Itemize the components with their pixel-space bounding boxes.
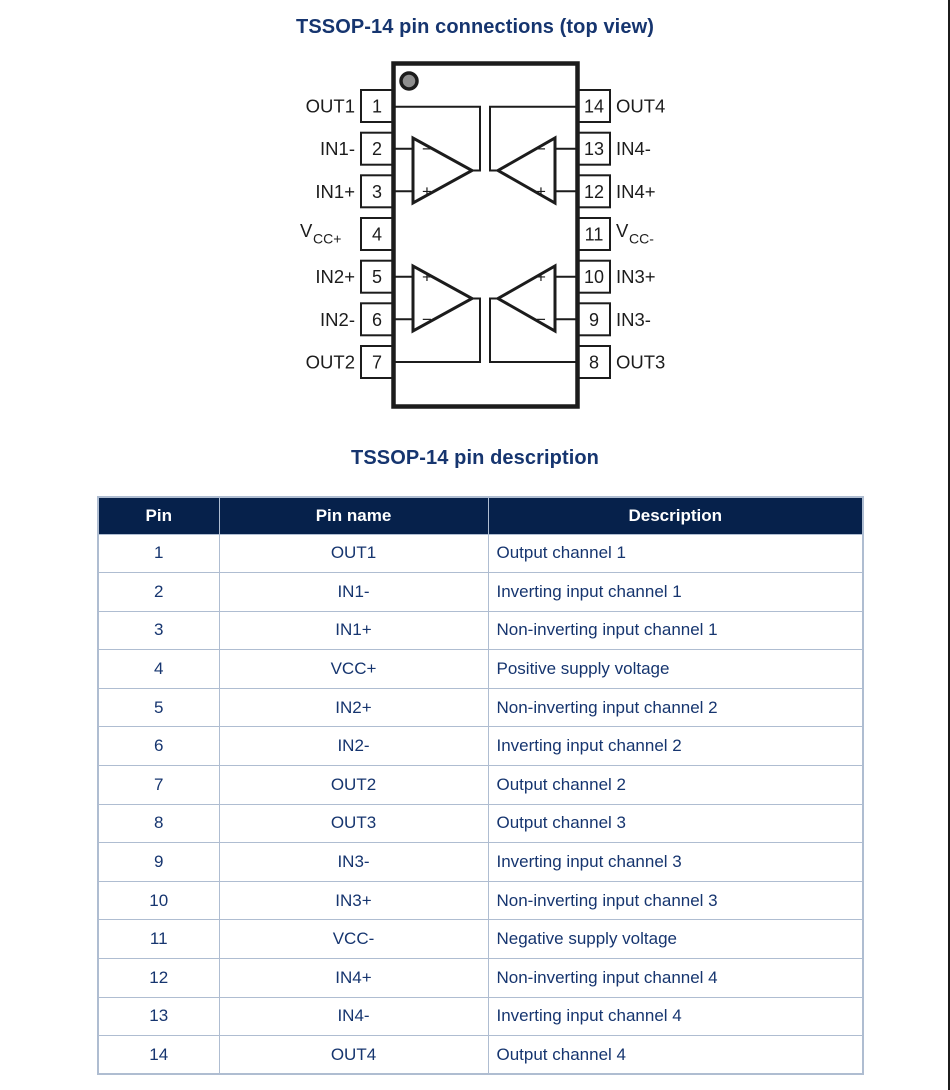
table-row [98, 573, 863, 612]
pin-11-number: 11 [584, 224, 604, 245]
description-cell: Non-inverting input channel 3 [488, 881, 863, 920]
pin-8-number: 8 [588, 352, 600, 373]
pin-4-label-main: V [300, 220, 313, 241]
table-row [98, 534, 863, 573]
pin-1-number: 1 [371, 96, 383, 117]
description-cell: Non-inverting input channel 4 [488, 959, 863, 998]
pin-name-cell: IN4- [219, 997, 488, 1036]
column-header-pin: Pin [98, 497, 219, 534]
pin-cell: 2 [98, 573, 219, 612]
table-row [98, 688, 863, 727]
table-row [98, 611, 863, 650]
pin-cell: 5 [98, 688, 219, 727]
pin-name-cell: IN4+ [219, 959, 488, 998]
pin-name-cell: IN3+ [219, 881, 488, 920]
opamp-2-plus-sign: + [422, 267, 432, 287]
table-row [98, 881, 863, 920]
pin-name-cell: VCC- [219, 920, 488, 959]
description-cell: Non-inverting input channel 2 [488, 688, 863, 727]
opamp-1-plus-sign: + [422, 182, 432, 201]
pin-11-label-main: V [616, 220, 629, 241]
description-cell: Inverting input channel 1 [488, 573, 863, 612]
pin-cell: 13 [98, 997, 219, 1036]
description-cell: Inverting input channel 2 [488, 727, 863, 766]
pin-7-label: OUT2 [305, 351, 355, 373]
table-row [98, 997, 863, 1036]
opamp-2-minus-sign: − [422, 310, 432, 329]
pin-7-number: 7 [371, 352, 383, 373]
description-cell: Output channel 4 [488, 1036, 863, 1075]
pin-14-label: OUT4 [616, 95, 666, 117]
table-row [98, 804, 863, 843]
table-row [98, 843, 863, 882]
pin-name-cell: IN2+ [219, 688, 488, 727]
description-cell: Output channel 2 [488, 766, 863, 805]
pin-cell: 12 [98, 959, 219, 998]
description-cell: Inverting input channel 4 [488, 997, 863, 1036]
pin-description-title: TSSOP-14 pin description [351, 447, 599, 469]
pin-1-label: OUT1 [305, 95, 355, 117]
pin-8-label: OUT3 [616, 351, 666, 373]
pin-9-label: IN3- [616, 308, 651, 330]
description-cell: Negative supply voltage [488, 920, 863, 959]
pin-cell: 7 [98, 766, 219, 805]
table-body [98, 534, 863, 1074]
pin-3-label: IN1+ [315, 180, 355, 202]
pin-14-number: 14 [583, 96, 605, 117]
table-row [98, 727, 863, 766]
pin-13-label: IN4- [616, 138, 651, 160]
pin-description-table [97, 496, 864, 1075]
description-cell: Inverting input channel 3 [488, 843, 863, 882]
pin-6-number: 6 [371, 309, 383, 330]
description-cell: Output channel 1 [488, 534, 863, 573]
pin-10-number: 10 [583, 267, 605, 288]
table-row [98, 766, 863, 805]
opamp-4-minus-sign: − [536, 139, 546, 159]
pin-4-number: 4 [371, 224, 383, 245]
table-header-row [98, 497, 863, 534]
opamp-3-minus-sign: − [536, 310, 546, 329]
pin-name-cell: VCC+ [219, 650, 488, 689]
pin-cell: 3 [98, 611, 219, 650]
pin-diagram [0, 0, 950, 445]
pin-11-label-sub: CC- [629, 230, 654, 247]
pin-cell: 1 [98, 534, 219, 573]
column-header-description: Description [488, 497, 863, 534]
pin-name-cell: IN2- [219, 727, 488, 766]
pin-cell: 4 [98, 650, 219, 689]
table-row [98, 959, 863, 998]
pin1-indicator-dot [401, 73, 417, 89]
table-row [98, 650, 863, 689]
pin-9-number: 9 [588, 309, 600, 330]
pin-2-label: IN1- [320, 138, 355, 160]
pin-name-cell: IN3- [219, 843, 488, 882]
left-pin-labels [300, 96, 355, 373]
pin-5-number: 5 [371, 267, 383, 288]
pin-2-number: 2 [371, 139, 383, 160]
pin-connections-title: TSSOP-14 pin connections (top view) [296, 16, 654, 38]
pin-cell: 10 [98, 881, 219, 920]
pin-13-number: 13 [583, 139, 605, 160]
pin-cell: 9 [98, 843, 219, 882]
pin-12-number: 12 [583, 181, 605, 202]
description-cell: Output channel 3 [488, 804, 863, 843]
pin-name-cell: IN1+ [219, 611, 488, 650]
pin-3-number: 3 [371, 181, 383, 202]
description-cell: Non-inverting input channel 1 [488, 611, 863, 650]
opamp-1-minus-sign: − [422, 139, 432, 159]
pin-name-cell: OUT4 [219, 1036, 488, 1075]
pin-name-cell: OUT1 [219, 534, 488, 573]
right-pin-numbers [584, 97, 604, 373]
chip-body [394, 64, 578, 407]
table-row [98, 920, 863, 959]
pin-name-cell: OUT2 [219, 766, 488, 805]
description-cell: Positive supply voltage [488, 650, 863, 689]
right-pin-labels [616, 96, 665, 373]
pin-5-label: IN2+ [315, 266, 355, 288]
pin-cell: 11 [98, 920, 219, 959]
pin-6-label: IN2- [320, 308, 355, 330]
column-header-name: Pin name [219, 497, 488, 534]
opamp-4-plus-sign: + [536, 182, 546, 201]
pin-name-cell: IN1- [219, 573, 488, 612]
pin-cell: 8 [98, 804, 219, 843]
pin-cell: 14 [98, 1036, 219, 1075]
table-row [98, 1036, 863, 1075]
left-pin-numbers [372, 97, 382, 373]
pin-4-label-sub: CC+ [313, 230, 342, 247]
pin-cell: 6 [98, 727, 219, 766]
table-header [98, 497, 863, 534]
pin-12-label: IN4+ [616, 180, 656, 202]
pin-name-cell: OUT3 [219, 804, 488, 843]
pin-10-label: IN3+ [616, 266, 656, 288]
opamp-3-plus-sign: + [536, 267, 546, 287]
